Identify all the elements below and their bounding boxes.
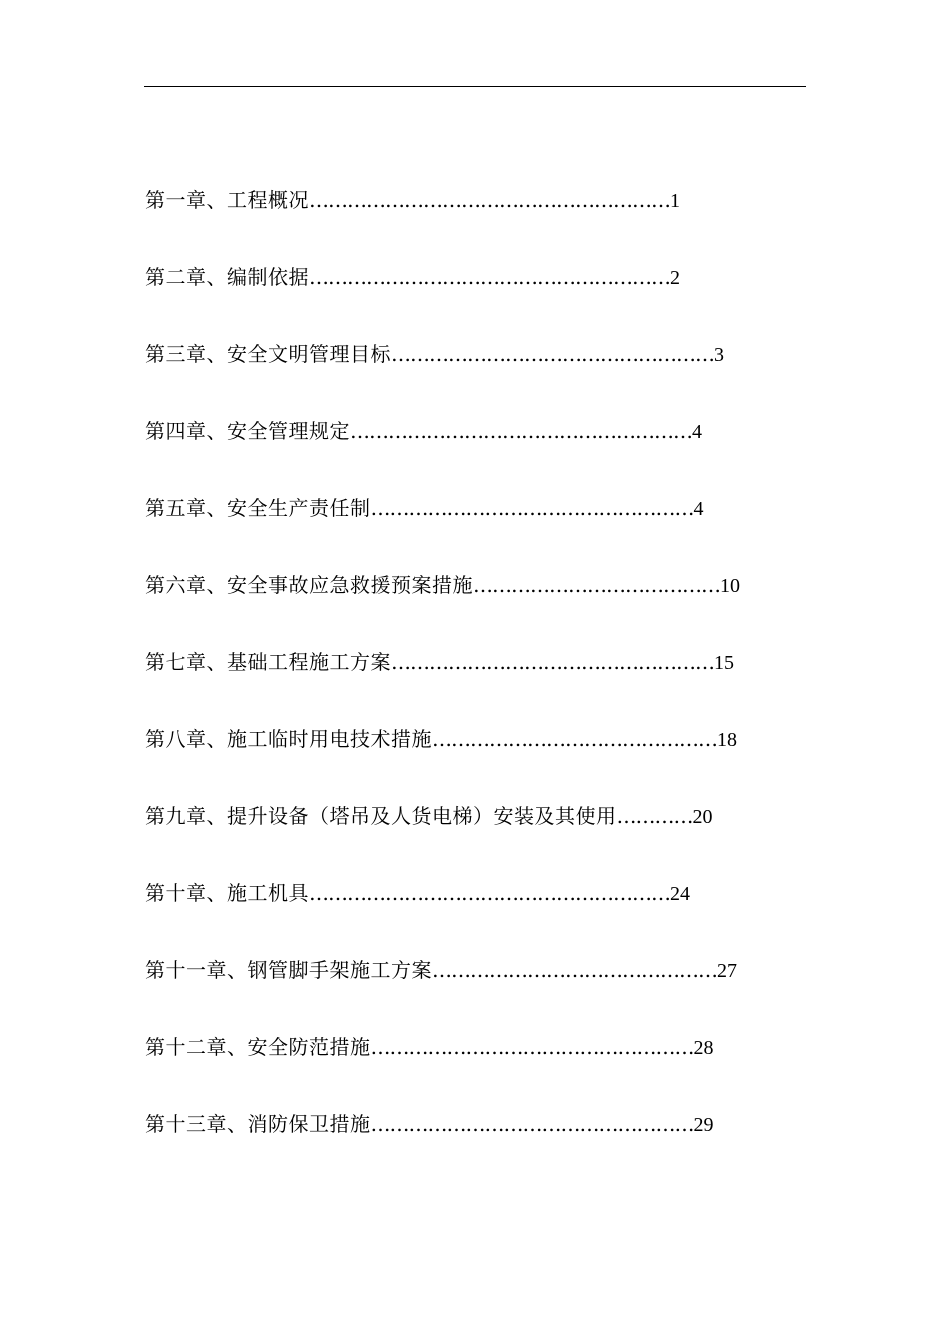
toc-page-number: 2 [670,267,680,289]
toc-entry-title: 第九章、提升设备（塔吊及人货电梯）安装及其使用 [145,804,617,828]
toc-line [145,799,713,834]
toc-page-number: 1 [670,190,680,212]
toc-entry-title: 第三章、安全文明管理目标 [145,342,391,366]
header-rule [144,86,806,87]
toc-line [145,414,702,449]
toc-dot-leader: ………………………………………………… [309,188,670,212]
toc-page-number: 27 [717,960,737,982]
toc-entry-chapter-9[interactable] [145,799,785,876]
toc-page-number: 29 [693,1114,714,1136]
toc-entry-chapter-8[interactable] [145,722,785,799]
toc-dot-leader: ………………………………………………… [309,265,670,289]
toc-line [145,722,737,757]
toc-dot-leader: …………………………………………… [391,650,714,674]
toc-entry-chapter-5[interactable] [145,491,785,568]
toc-entry-chapter-11[interactable] [145,953,785,1030]
toc-page-number: 24 [670,883,690,905]
toc-entry-title: 第一章、工程概况 [145,188,309,212]
toc-entry-chapter-13[interactable] [145,1107,785,1184]
toc-entry-title: 第二章、编制依据 [145,265,309,289]
toc-entry-chapter-3[interactable] [145,337,785,414]
toc-page-number: 10 [720,575,740,597]
toc-line [145,568,740,603]
toc-entry-title: 第十三章、消防保卫措施 [145,1112,371,1136]
toc-line [145,1030,714,1065]
toc-page-number: 4 [693,498,704,520]
table-of-contents [145,183,785,1184]
toc-entry-title: 第七章、基础工程施工方案 [145,650,391,674]
toc-entry-chapter-4[interactable] [145,414,785,491]
toc-entry-title: 第十章、施工机具 [145,881,309,905]
toc-entry-title: 第八章、施工临时用电技术措施 [145,727,432,751]
toc-dot-leader: ……………………………………… [432,727,717,751]
toc-entry-chapter-6[interactable] [145,568,785,645]
toc-dot-leader: …………………………………………… [370,1035,694,1059]
toc-page-number: 3 [714,344,724,366]
toc-entry-title: 第十一章、钢管脚手架施工方案 [145,958,432,982]
toc-dot-leader: ……………………………………………… [350,419,692,443]
toc-dot-leader: …………………………………………… [370,1112,694,1136]
toc-page-number: 28 [693,1037,714,1059]
toc-line [145,491,704,526]
toc-entry-chapter-10[interactable] [145,876,785,953]
toc-dot-leader: …………………………………………… [370,496,694,520]
toc-entry-title: 第十二章、安全防范措施 [145,1035,371,1059]
toc-entry-title: 第四章、安全管理规定 [145,419,350,443]
toc-line [145,953,737,988]
toc-page-number: 4 [692,421,702,443]
toc-dot-leader: ………………………………………………… [309,881,670,905]
toc-dot-leader: ………… [616,804,693,828]
toc-line [145,260,680,295]
toc-page-number: 20 [692,806,713,828]
toc-line [145,645,734,680]
toc-dot-leader: ………………………………… [473,573,720,597]
toc-dot-leader: ……………………………………… [432,958,717,982]
toc-entry-title: 第五章、安全生产责任制 [145,496,371,520]
toc-entry-chapter-1[interactable] [145,183,785,260]
toc-entry-chapter-2[interactable] [145,260,785,337]
toc-entry-title: 第六章、安全事故应急救援预案措施 [145,573,473,597]
toc-entry-chapter-7[interactable] [145,645,785,722]
toc-page-number: 15 [714,652,734,674]
toc-page-number: 18 [717,729,737,751]
toc-line [145,876,690,911]
toc-line [145,1107,714,1142]
toc-entry-chapter-12[interactable] [145,1030,785,1107]
toc-dot-leader: …………………………………………… [391,342,714,366]
toc-line [145,337,724,372]
toc-line [145,183,680,218]
